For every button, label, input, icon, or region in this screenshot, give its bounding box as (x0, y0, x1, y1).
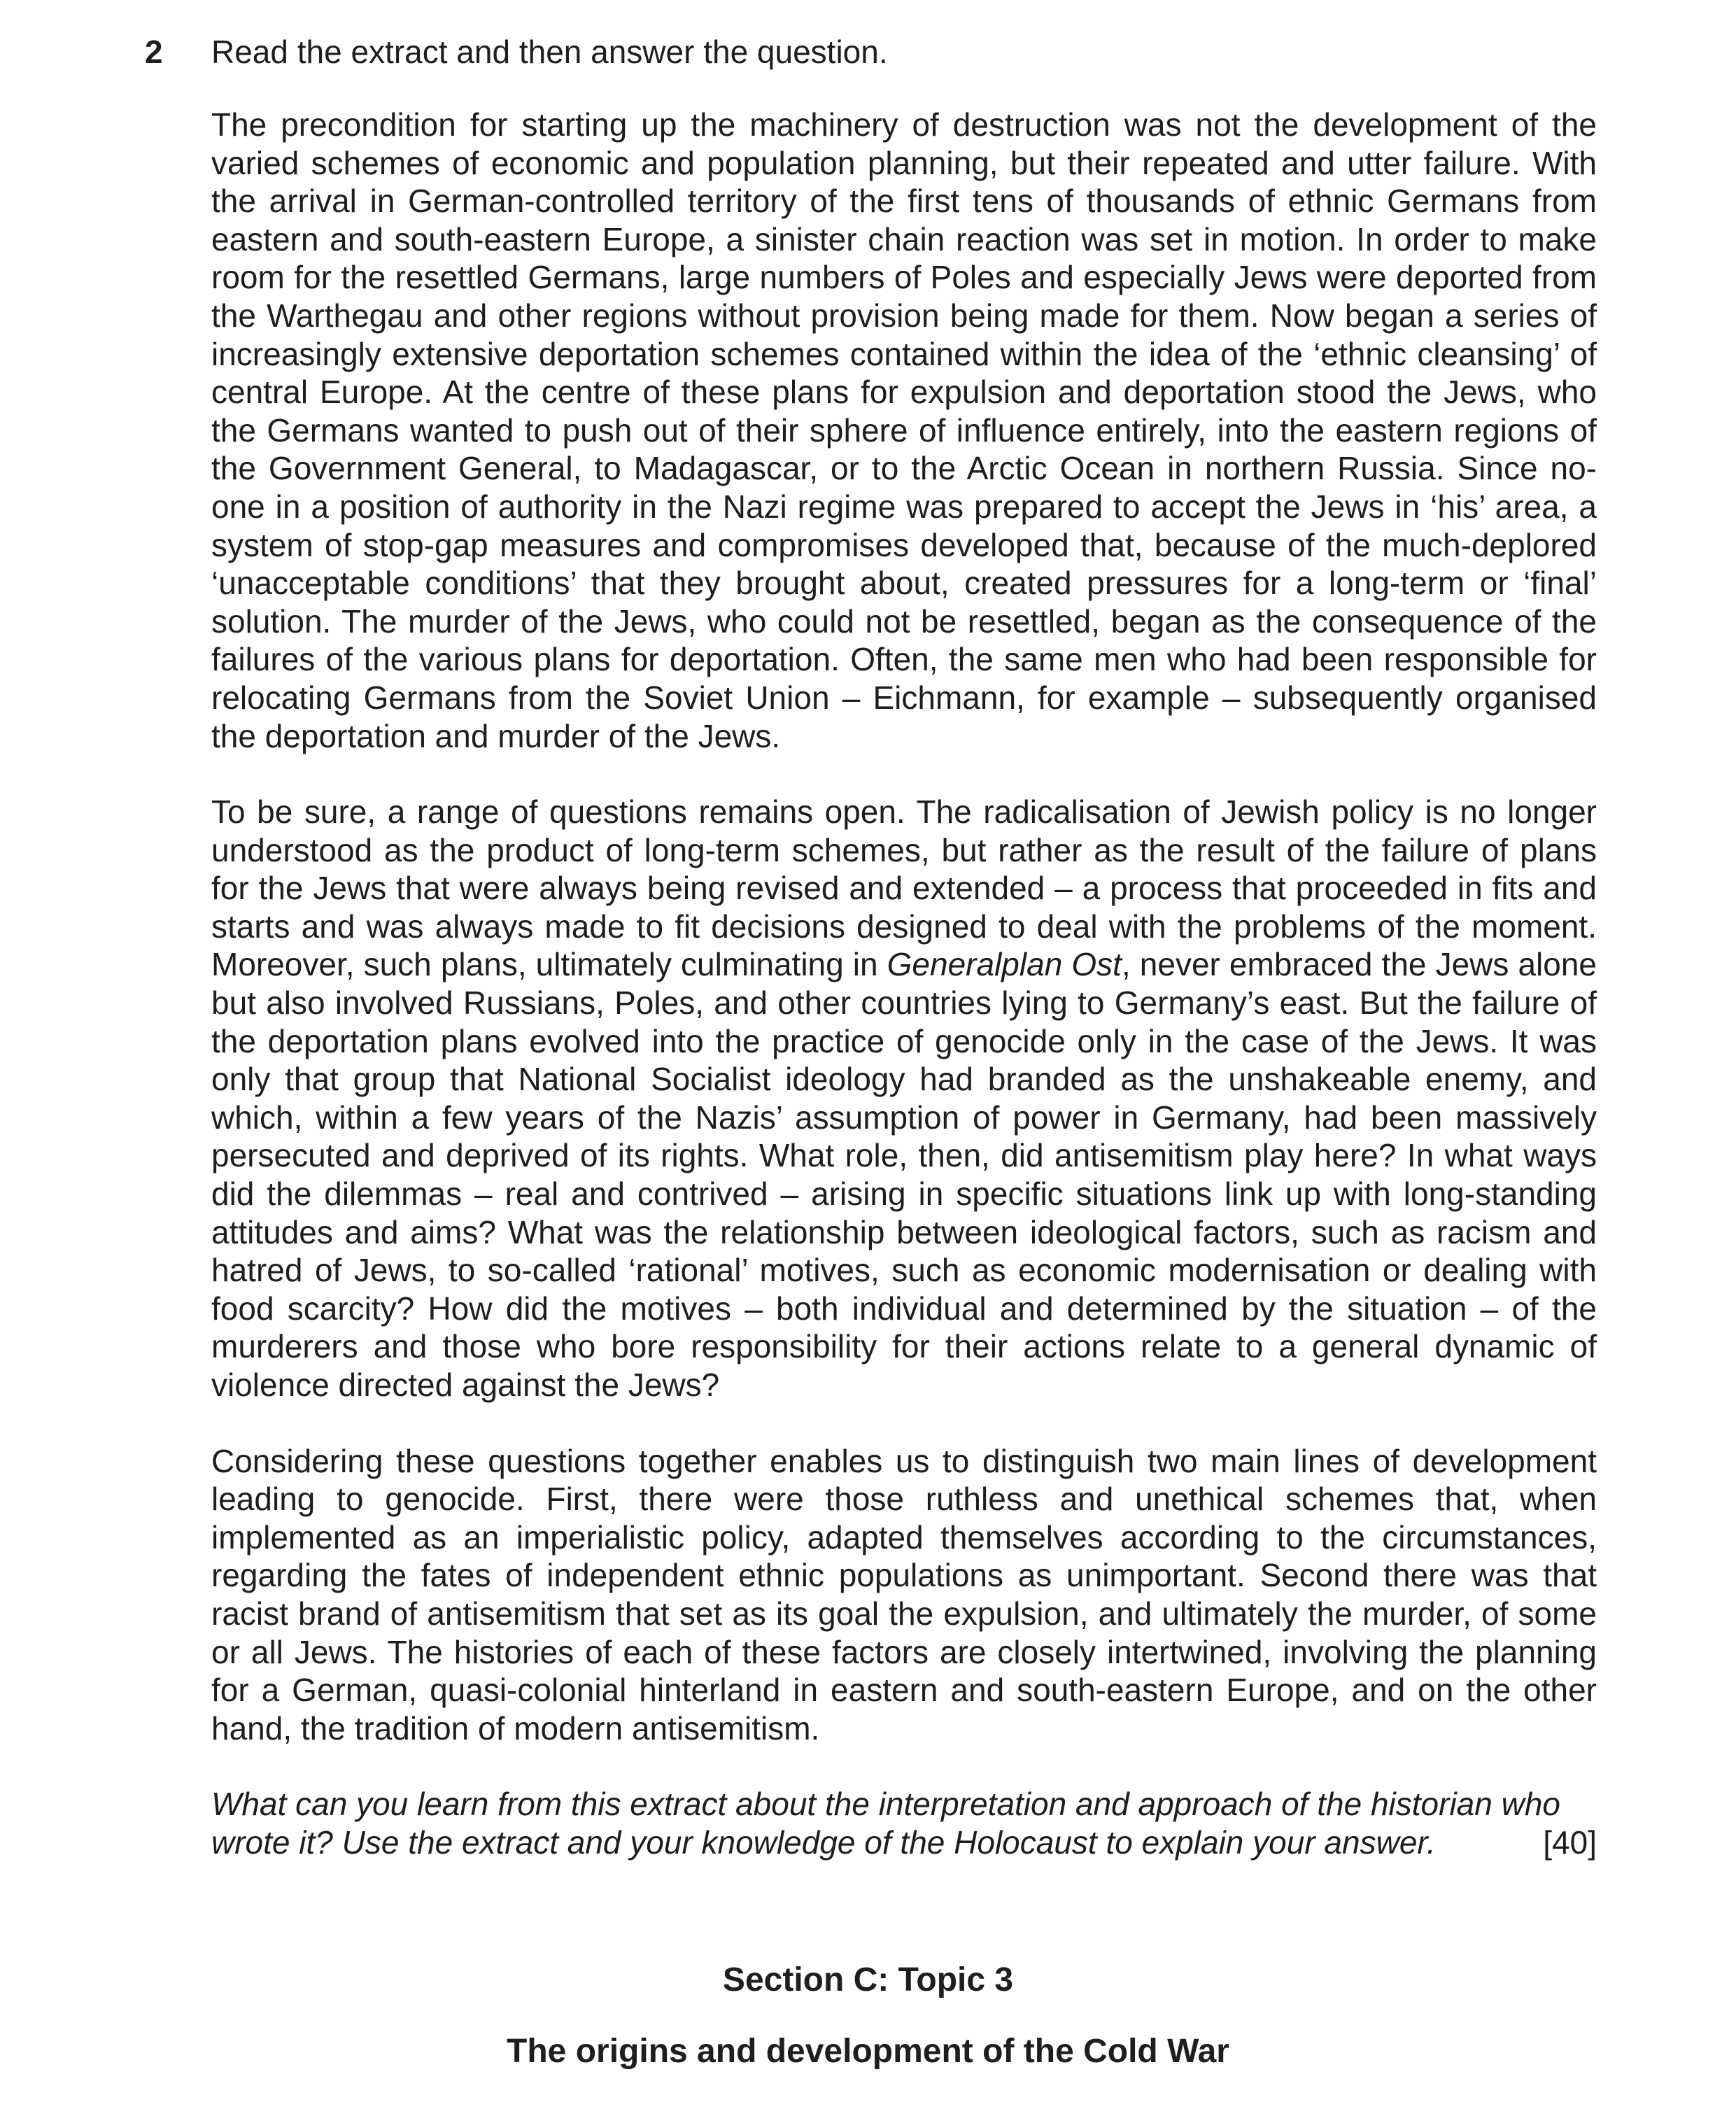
extract-paragraph-2 (211, 793, 1597, 1404)
task-question (211, 1785, 1597, 1861)
question-content (211, 31, 1597, 1862)
generalplan-ost-term: Generalplan Ost (887, 946, 1122, 983)
question-instruction: Read the extract and then answer the question. (211, 34, 888, 70)
extract-paragraph-2-part-2: , never embraced the Jews alone but also involved Russians, Poles, and other countries lying to Germany’s east. But the failure of the deportation plans evolved into the practice of genocide only in the case of the Jews. It was only that group that National Socialist ideology had branded as the unshakeable enemy, and which, within a few years of the Nazis’ assumption of power in Germany, had been massively persecuted and deprived of its rights. What role, then, did antisemitism play here? In what ways did the dilemmas – real and contrived – arising in specific situations link up with long-standing attitudes and aims? What was the relationship between ideological factors, such as racism and hatred of Jews, to so-called ‘rational’ motives, such as economic modernisation or dealing with food scarcity? How did the motives – both individual and determined by the situation – of the murderers and those who bore responsibility for their actions relate to a general dynamic of violence directed against the Jews? (211, 946, 1597, 1403)
extract-paragraph-2-part-1: To be sure, a range of questions remains open. The radicalisation of Jewish policy is no longer understood as the product of long-term schemes, but rather as the result of the failure of plans for the Jews that were always being revised and extended – a process that proceeded in fits and starts and was always made to fit decisions designed to deal with the problems of the moment. Moreover, such plans, ultimately culminating in (211, 794, 1597, 983)
question-number: 2 (145, 34, 163, 70)
section-subtitle: The origins and development of the Cold War (507, 2033, 1229, 2070)
task-question-line-2: wrote it? Use the extract and your knowledge of the Holocaust to explain your answer. (211, 1824, 1436, 1861)
extract-paragraph-1: The precondition for starting up the machinery of destruction was not the development of the varied schemes of economic and population planning, but their repeated and utter failure. With the arrival in German-controlled territory of the first tens of thousands of ethnic Germans from eastern and south-eastern Europe, a sinister chain reaction was set in motion. In order to make room for the resettled Germans, large numbers of Poles and especially Jews were deported from the Warthegau and other regions without provision being made for them. Now began a series of increasingly extensive deportation schemes contained within the idea of the ‘ethnic cleansing’ of central Europe. At the centre of these plans for expulsion and deportation stood the Jews, who the Germans wanted to push out of their sphere of influence entirely, into the eastern regions of the Government General, to Madagascar, or to the Arctic Ocean in northern Russia. Since no-one in a position of authority in the Nazi regime was prepared to accept the Jews in ‘his’ area, a system of stop-gap measures and compromises developed that, because of the much-deplored ‘unacceptable conditions’ that they brought about, created pressures for a long-term or ‘final’ solution. The murder of the Jews, who could not be resettled, began as the consequence of the failures of the various plans for deportation. Often, the same men who had been responsible for relocating Germans from the Soviet Union – Eichmann, for example – subsequently organised the deportation and murder of the Jews. (211, 106, 1597, 754)
section-title: Section C: Topic 3 (722, 1961, 1014, 1998)
extract-paragraph-3: Considering these questions together enables us to distinguish two main lines of development leading to genocide. First, there were those ruthless and unethical schemes that, when implemented as an imperialistic policy, adapted themselves according to the circumstances, regarding the fates of independent ethnic populations as unimportant. Second there was that racist brand of antisemitism that set as its goal the expulsion, and ultimately the murder, of some or all Jews. The histories of each of these factors are closely intertwined, involving the planning for a German, quasi-colonial hinterland in eastern and south-eastern Europe, and on the other hand, the tradition of modern antisemitism. (211, 1442, 1597, 1747)
marks-label: [40] (1543, 1824, 1597, 1861)
task-question-line-1: What can you learn from this extract about the interpretation and approach of the historian who (211, 1786, 1561, 1823)
